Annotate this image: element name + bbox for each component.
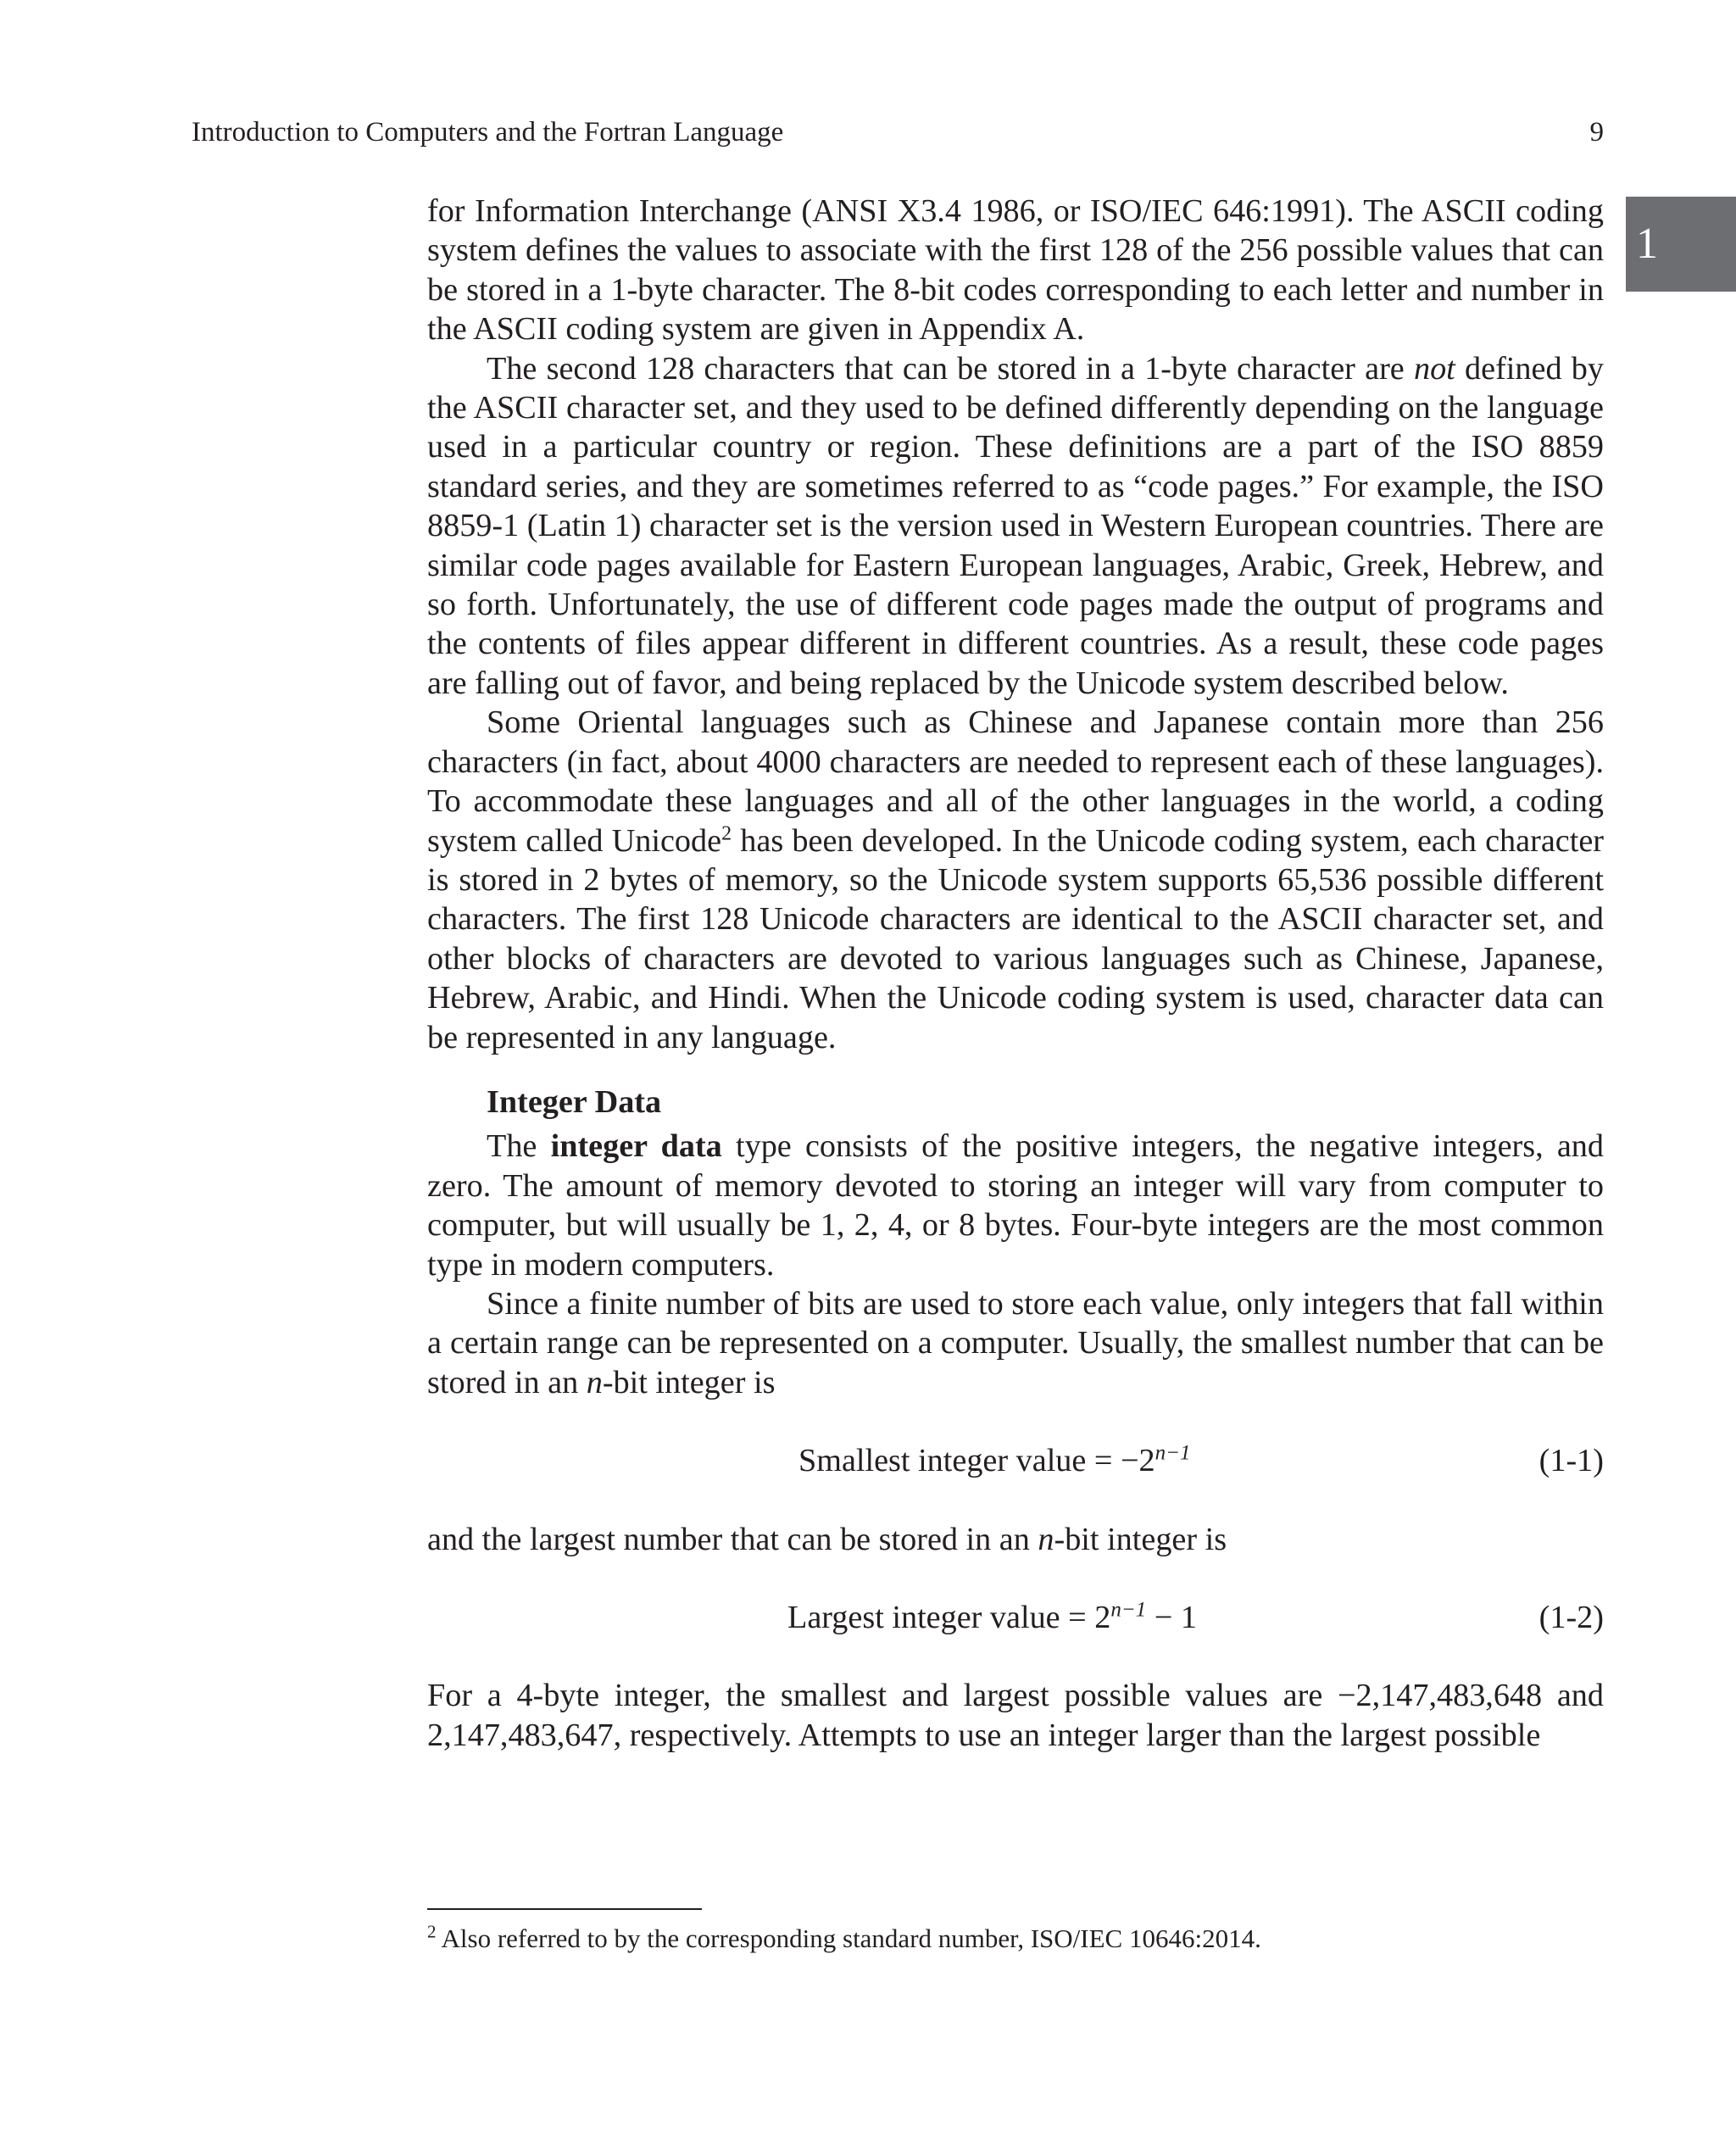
equation-number: (1-2) [1538, 1599, 1604, 1635]
equation-largest-integer [427, 1598, 1604, 1637]
footnote [427, 1921, 1604, 1957]
section-heading: Integer Data [487, 1083, 662, 1120]
key-term: integer data [550, 1128, 722, 1165]
footnote-text: Also referred to by the corresponding standard number, ISO/IEC 10646:2014. [436, 1924, 1261, 1953]
paragraph-largest-intro: and the largest number that can be stored in an n-bit integer is [427, 1521, 1227, 1557]
equation-expression: Largest integer value = $2^{n-1} - 1$ [787, 1598, 1197, 1635]
footnote-reference: 2 [721, 821, 732, 844]
equation-smallest-integer [427, 1441, 1604, 1480]
running-head [192, 114, 1604, 151]
footnote-marker: 2 [427, 1921, 437, 1942]
page-number: 9 [1589, 117, 1604, 148]
body-text [427, 192, 1604, 1755]
paragraph-unicode: Some Oriental languages such as Chinese and Japanese contain more than 256 characters (in fact, about 4000 characters are needed to represent each of these languages). To accommodate these languages and all of the other languages in the world, a coding system called Unicode$^2$ has been developed. In the Unicode coding system, each character is stored in 2 bytes of memory, so the Unicode system supports 65,536 possible different characters. The first 128 Unicode characters are identical to the ASCII character set, and other blocks of characters are devoted to various languages such as Chinese, Japanese, Hebrew, Arabic, and Hindi. When the Unicode coding system is used, character data can be represented in any language. [427, 704, 1604, 1055]
paragraph-ascii-continued: for Information Interchange (ANSI X3.4 1986, or ISO/IEC 646:1991). The ASCII coding system defines the values to associate with the first 128 of the 256 possible values that can be stored in a 1-byte character. The 8-bit codes corresponding to each letter and number in the ASCII coding system are given in Appendix A. [427, 193, 1604, 348]
running-title: Introduction to Computers and the Fortran Language [192, 117, 784, 148]
paragraph-integer-data: The integer data type consists of the positive integers, the negative integers, and zero. The amount of memory devoted to storing an integer will vary from computer to computer, but will usually be 1, 2, 4, or 8 bytes. Four-byte integers are the most common type in modern computers. [427, 1128, 1604, 1283]
paragraph-code-pages: The second 128 characters that can be stored in a 1-byte character are not defined by the ASCII character set, and they used to be defined differently depending on the language used in a particular country or region. These definitions are a part of the ISO 8859 standard series, and they are sometimes referred to as “code pages.” For example, the ISO 8859-1 (Latin 1) character set is the version used in Western European countries. There are similar code pages available for Eastern European languages, Arabic, Greek, Hebrew, and so forth. Unfortunately, the use of different code pages made the output of programs and the contents of files appear different in different countries. As a result, these code pages are falling out of favor, and being replaced by the Unicode system described below. [427, 350, 1604, 701]
footnote-rule [427, 1908, 702, 1910]
equation-expression: Smallest integer value = $-2^{n-1}$ [798, 1441, 1191, 1479]
paragraph-four-byte-range: For a 4-byte integer, the smallest and largest possible values are −2,147,483,648 and 2,147,483,647, respectively. Attempts to use an integer larger than the largest possible [427, 1678, 1604, 1753]
equation-number: (1-1) [1538, 1443, 1604, 1479]
chapter-tab: 1 [1626, 197, 1736, 292]
paragraph-integer-range: Since a finite number of bits are used to store each value, only integers that fall within a certain range can be represented on a computer. Usually, the smallest number that can be stored in an n-bit integer is [427, 1285, 1604, 1400]
